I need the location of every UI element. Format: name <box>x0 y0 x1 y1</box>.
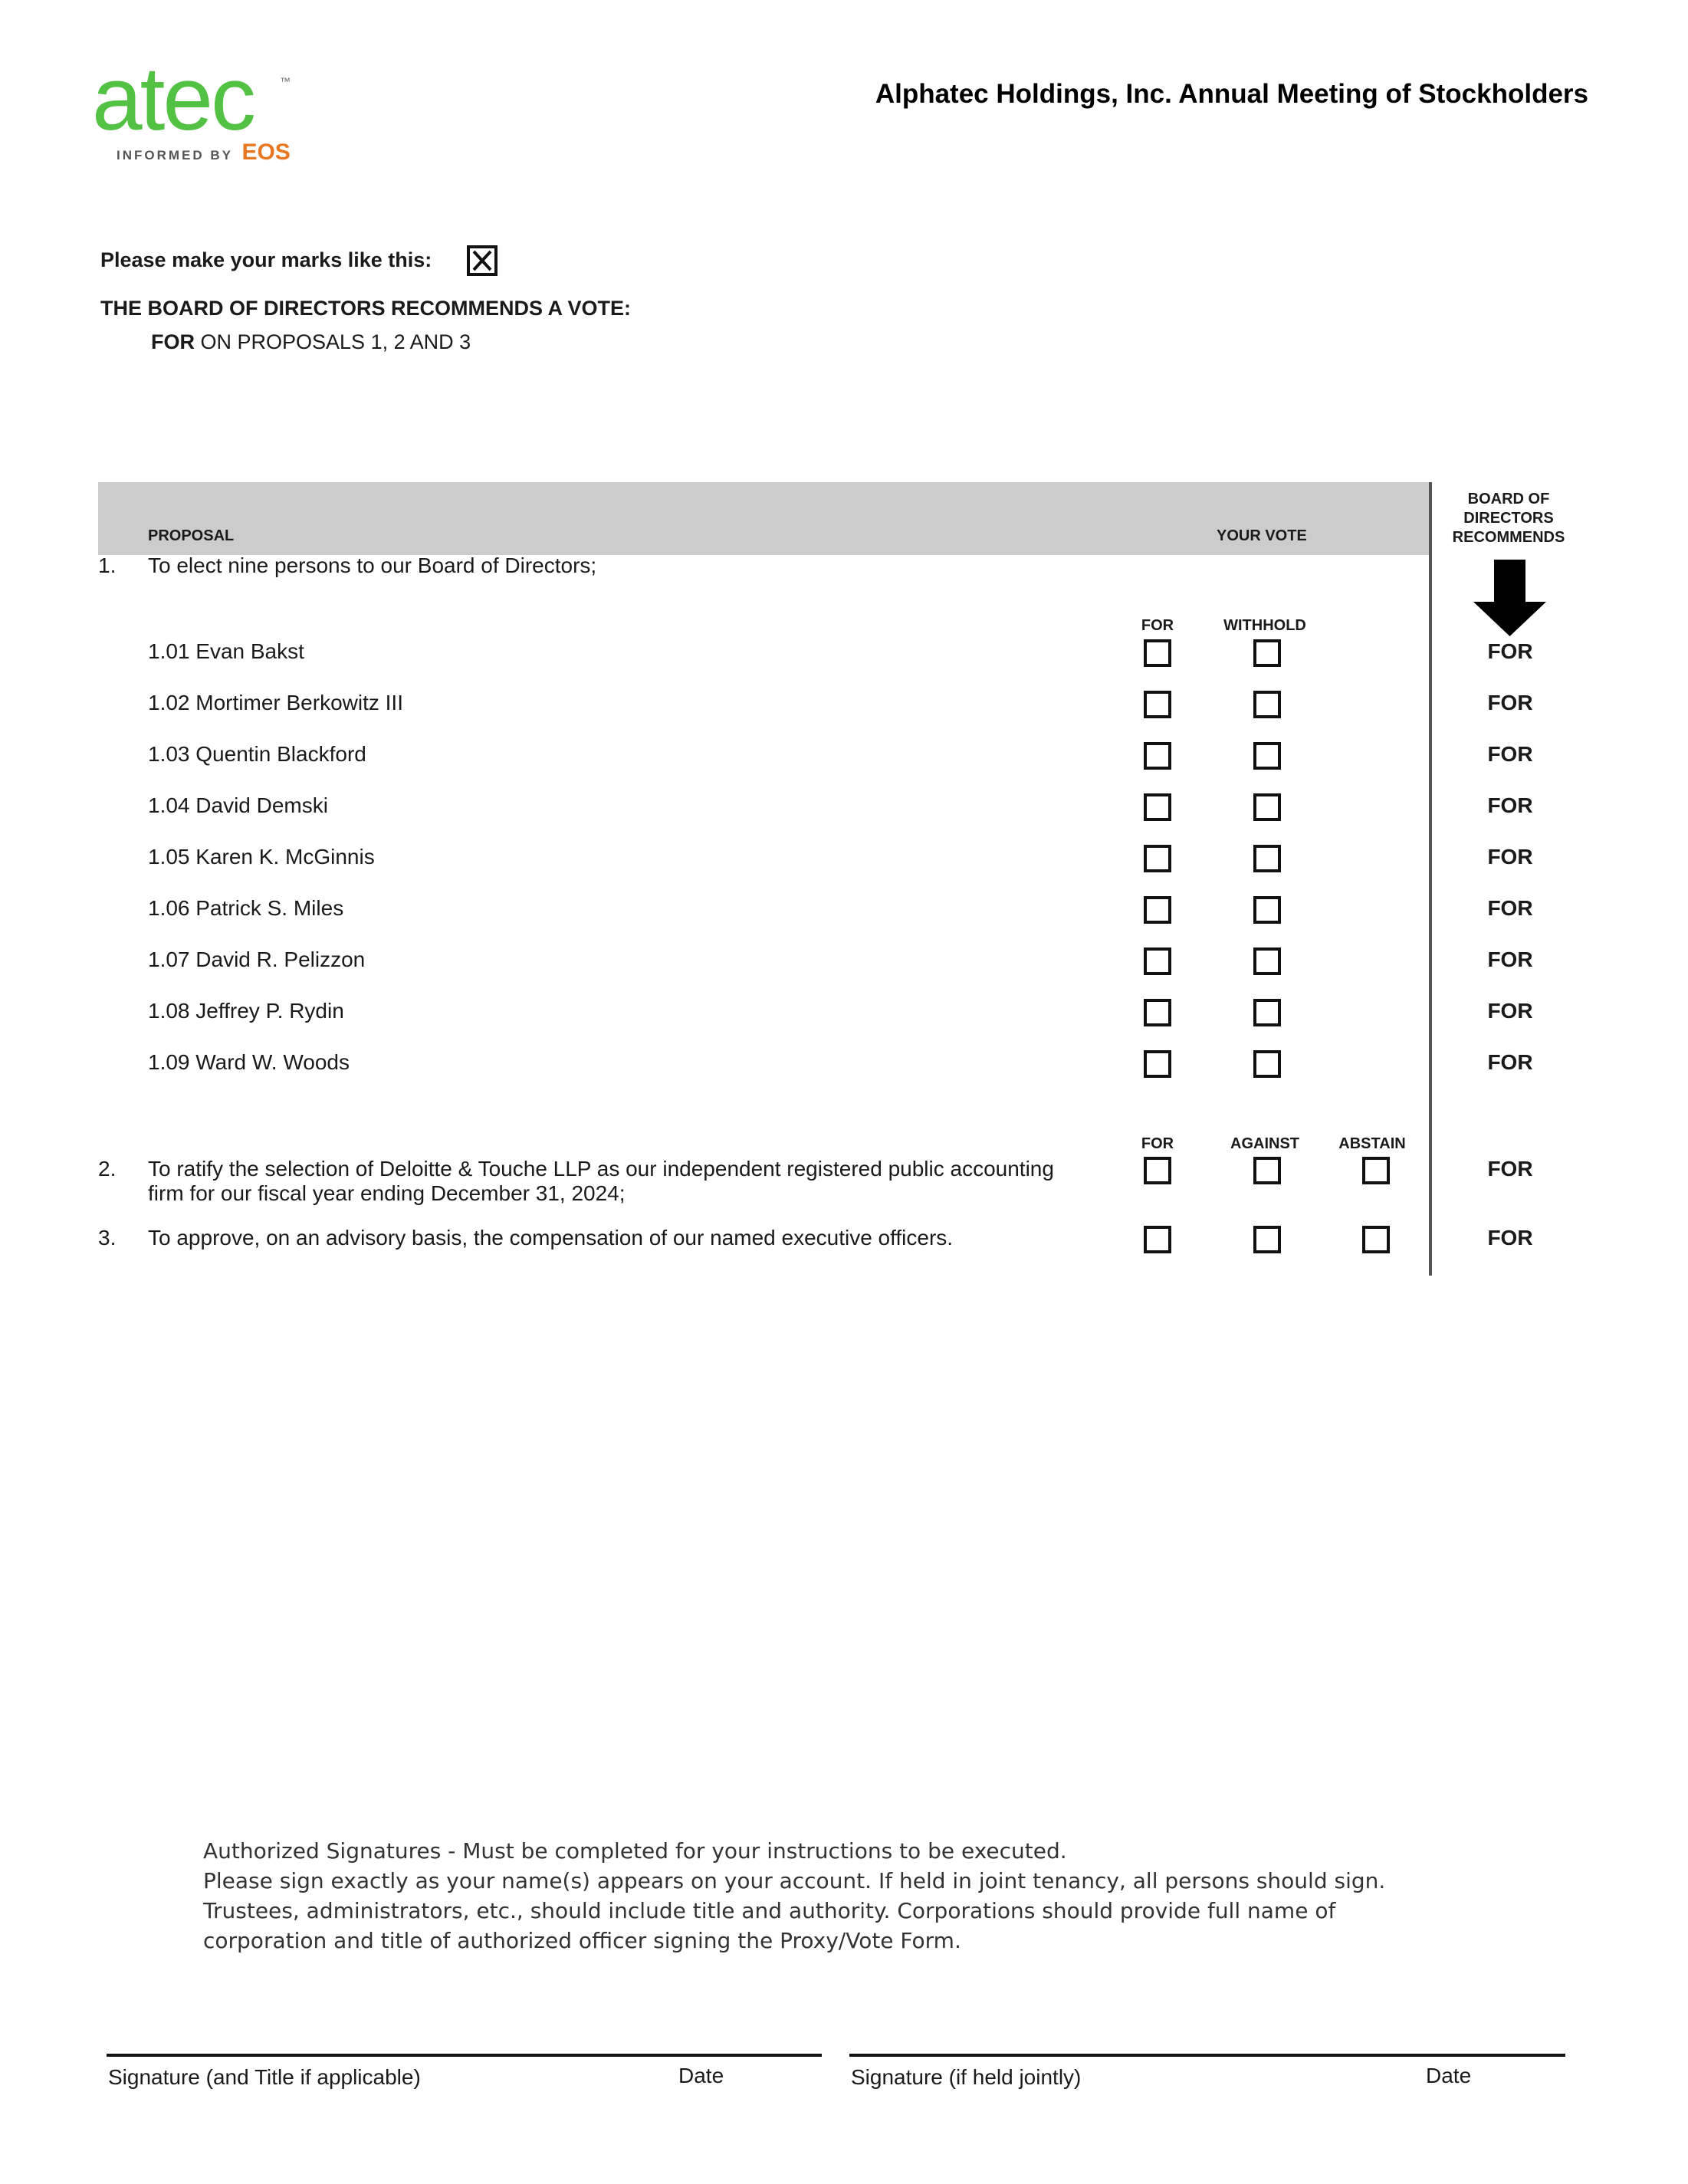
nominee-withhold-checkbox[interactable] <box>1253 691 1281 718</box>
nominee-label: 1.02 Mortimer Berkowitz III <box>148 691 403 714</box>
proposal-2-for-checkbox[interactable] <box>1144 1157 1171 1184</box>
nominee-recommendation: FOR <box>1487 947 1533 971</box>
nominee-for-checkbox[interactable] <box>1144 639 1171 667</box>
nominee-label: 1.03 Quentin Blackford <box>148 742 366 766</box>
board-header-line: RECOMMENDS <box>1452 529 1565 546</box>
withhold-column-header: WITHHOLD <box>1223 617 1306 634</box>
logo-tagline-text: INFORMED BY <box>117 148 233 163</box>
nominee-withhold-checkbox[interactable] <box>1253 999 1281 1026</box>
nominee-for-checkbox[interactable] <box>1144 691 1171 718</box>
nominee-withhold-checkbox[interactable] <box>1253 845 1281 872</box>
abstain-column-header: ABSTAIN <box>1338 1135 1406 1152</box>
nominee-withhold-checkbox[interactable] <box>1253 1050 1281 1078</box>
authorization-heading: Authorized Signatures - Must be completed for your instructions to be executed. <box>203 1838 1067 1864</box>
authorization-notice <box>203 1836 1460 1956</box>
nominee-label: 1.04 David Demski <box>148 793 328 817</box>
nominee-for-checkbox[interactable] <box>1144 793 1171 821</box>
nominee-withhold-checkbox[interactable] <box>1253 896 1281 924</box>
logo-wordmark: atec <box>92 48 255 149</box>
nominee-for-checkbox[interactable] <box>1144 896 1171 924</box>
recommend-for: FOR <box>151 330 195 353</box>
nominee-recommendation: FOR <box>1487 639 1533 663</box>
board-recommendation-summary <box>151 330 471 354</box>
logo-eos-brand: EOS <box>241 140 291 165</box>
nominee-label: 1.06 Patrick S. Miles <box>148 896 344 920</box>
nominee-for-checkbox[interactable] <box>1144 947 1171 975</box>
proposal-2-against-checkbox[interactable] <box>1253 1157 1281 1184</box>
proposal-3-abstain-checkbox[interactable] <box>1362 1226 1390 1253</box>
date-label-2: Date <box>1426 2064 1472 2087</box>
nominee-for-checkbox[interactable] <box>1144 1050 1171 1078</box>
proposal-1-number: 1. <box>98 553 117 577</box>
nominee-recommendation: FOR <box>1487 691 1533 714</box>
signature-line-1 <box>107 2054 822 2057</box>
proposal-2-text-line1: To ratify the selection of Deloitte & Touche LLP as our independent registered public accounting <box>148 1157 1054 1181</box>
against-column-header: AGAINST <box>1230 1135 1299 1152</box>
signature-label-1: Signature (and Title if applicable) <box>108 2065 421 2089</box>
nominee-label: 1.08 Jeffrey P. Rydin <box>148 999 344 1023</box>
proposal-2-text-line2: firm for our fiscal year ending December 31, 2024; <box>148 1181 626 1205</box>
recommend-column-divider <box>1429 482 1432 1276</box>
down-arrow-icon <box>1473 560 1546 636</box>
nominee-label: 1.07 David R. Pelizzon <box>148 947 366 971</box>
nominee-recommendation: FOR <box>1487 1050 1533 1074</box>
marks-instruction: Please make your marks like this: <box>100 248 432 271</box>
nominee-label: 1.01 Evan Bakst <box>148 639 304 663</box>
nominee-for-checkbox[interactable] <box>1144 999 1171 1026</box>
nominee-recommendation: FOR <box>1487 793 1533 817</box>
board-header-line: BOARD OF <box>1467 491 1550 507</box>
logo-tagline <box>117 140 291 166</box>
proposal-2-abstain-checkbox[interactable] <box>1362 1157 1390 1184</box>
nominee-for-checkbox[interactable] <box>1144 742 1171 770</box>
proposal-2-number: 2. <box>98 1157 117 1181</box>
logo-trademark: ™ <box>280 75 291 87</box>
nominee-recommendation: FOR <box>1487 896 1533 920</box>
board-header-line: DIRECTORS <box>1463 510 1554 527</box>
nominee-label: 1.05 Karen K. McGinnis <box>148 845 375 869</box>
proposal-2-recommendation: FOR <box>1487 1157 1533 1181</box>
x-mark-icon <box>470 248 494 273</box>
nominee-withhold-checkbox[interactable] <box>1253 639 1281 667</box>
date-label-1: Date <box>678 2064 724 2087</box>
proposal-3-text: To approve, on an advisory basis, the compensation of our named executive officers. <box>148 1226 954 1250</box>
nominee-for-checkbox[interactable] <box>1144 845 1171 872</box>
your-vote-column-header: YOUR VOTE <box>1217 527 1307 544</box>
nominee-label: 1.09 Ward W. Woods <box>148 1050 350 1074</box>
nominee-withhold-checkbox[interactable] <box>1253 742 1281 770</box>
nominee-withhold-checkbox[interactable] <box>1253 947 1281 975</box>
nominee-withhold-checkbox[interactable] <box>1253 793 1281 821</box>
signature-label-2: Signature (if held jointly) <box>851 2065 1082 2089</box>
proposal-column-header: PROPOSAL <box>148 527 235 544</box>
nominee-recommendation: FOR <box>1487 845 1533 869</box>
proposal-3-number: 3. <box>98 1226 117 1250</box>
recommend-proposals: ON PROPOSALS 1, 2 AND 3 <box>195 330 471 353</box>
for-column-header-2: FOR <box>1141 1135 1174 1152</box>
board-recommends-header <box>1440 490 1578 547</box>
nominee-recommendation: FOR <box>1487 742 1533 766</box>
proposal-3-for-checkbox[interactable] <box>1144 1226 1171 1253</box>
nominee-recommendation: FOR <box>1487 999 1533 1023</box>
proposal-1-text: To elect nine persons to our Board of Directors; <box>148 553 597 577</box>
proposal-3-recommendation: FOR <box>1487 1226 1533 1250</box>
page-title: Alphatec Holdings, Inc. Annual Meeting of Stockholders <box>875 79 1588 109</box>
example-mark-box <box>467 245 498 276</box>
signature-line-2 <box>849 2054 1565 2057</box>
authorization-instructions: Please sign exactly as your name(s) appears on your account. If held in joint tenancy, all persons should sign. Trustees, administrators, etc., should include title and authority. Corporations should provide full name of corporation and title of authorized officer signing the Proxy/Vote Form. <box>203 1868 1386 1953</box>
proposal-3-against-checkbox[interactable] <box>1253 1226 1281 1253</box>
atec-logo <box>92 48 322 169</box>
for-column-header: FOR <box>1141 617 1174 634</box>
board-recommendation-heading: THE BOARD OF DIRECTORS RECOMMENDS A VOTE: <box>100 297 632 320</box>
